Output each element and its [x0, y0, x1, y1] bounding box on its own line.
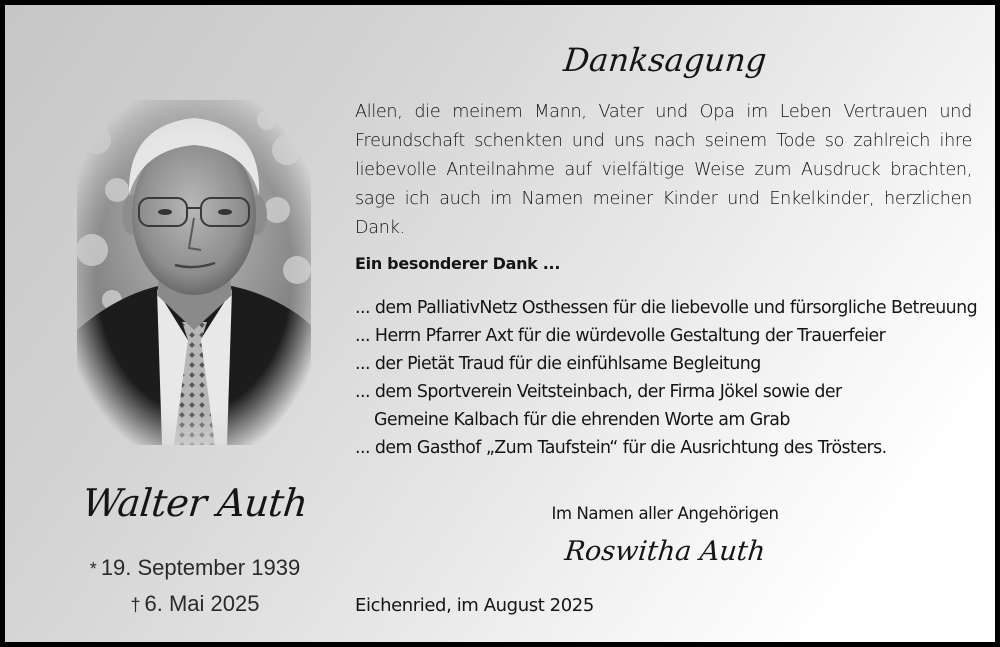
on-behalf-line: Im Namen aller Angehörigen	[551, 504, 779, 523]
place-date: Eichenried, im August 2025	[355, 595, 594, 616]
birth-date	[65, 555, 325, 581]
birth-date-text: 19. September 1939	[100, 555, 301, 580]
intro-paragraph: Allen, die meinem Mann, Vater und Opa im Leben Vertrauen und Freundschaft schenkten und uns nach seinem Tode so zahlreich ihre liebevolle Anteilnahme auf vielfältige Weise zum Ausdruck brachten, sage ich auch im Namen meiner Kinder und Enkelkinder, herzlichen Dank.	[355, 102, 972, 238]
birth-star-icon: *	[89, 559, 97, 579]
thanks-item: ... dem Sportverein Veitsteinbach, der Firma Jökel sowie der Gemeine Kalbach für die ehrenden Worte am Grab	[355, 382, 842, 430]
portrait-photo	[77, 100, 311, 445]
special-thanks-heading: Ein besonderer Dank ...	[355, 254, 561, 273]
signer-name: Roswitha Auth	[563, 536, 767, 567]
death-date-text: 6. Mai 2025	[144, 591, 260, 616]
thanks-item: ... der Pietät Traud für die einfühlsame Begleitung	[355, 354, 761, 374]
thanks-item: ... dem Gasthof „Zum Taufstein“ für die Ausrichtung des Trösters.	[355, 438, 887, 458]
thanks-item: ... Herrn Pfarrer Axt für die würdevolle Gestaltung der Trauerfeier	[355, 326, 886, 346]
thanks-list	[355, 294, 985, 462]
thanks-item: ... dem PalliativNetz Osthessen für die liebevolle und fürsorgliche Betreuung	[355, 298, 978, 318]
death-date	[65, 591, 325, 617]
death-cross-icon: †	[130, 595, 141, 615]
deceased-name: Walter Auth	[80, 481, 310, 525]
obituary-card	[5, 5, 995, 642]
notice-title: Danksagung	[561, 41, 769, 79]
